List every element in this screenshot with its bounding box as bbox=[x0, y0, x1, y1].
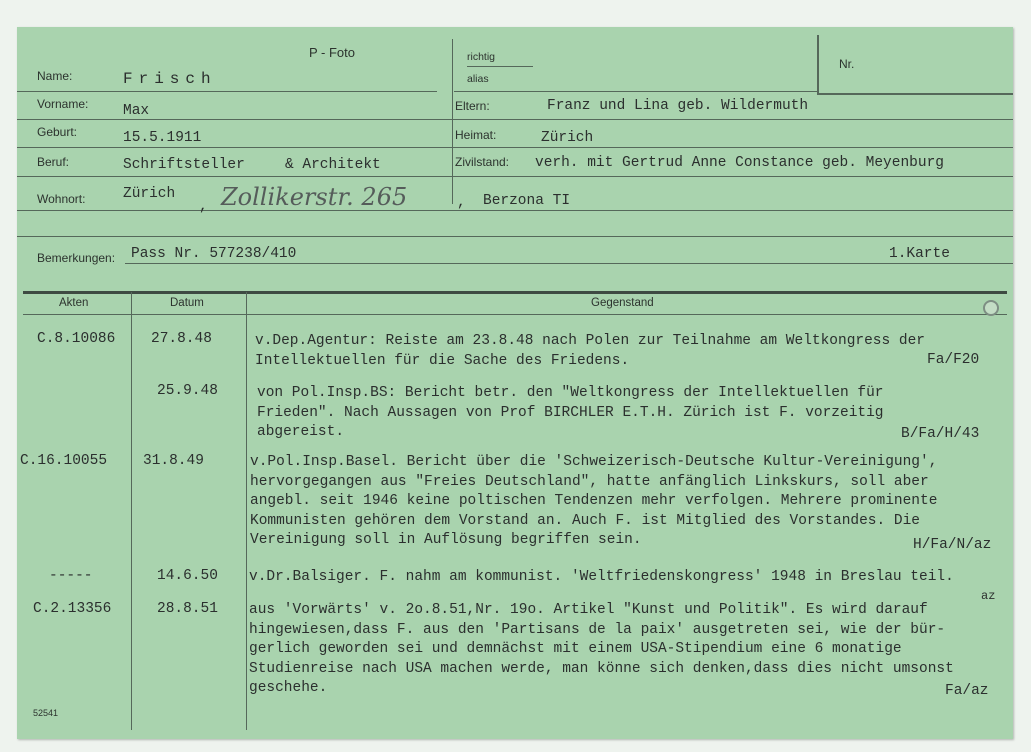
row-text: v.Pol.Insp.Basel. Bericht über die 'Schweizerisch-Deutsche Kultur-Vereinigung', hervorgegangen aus "Freies Deutschland", hatte anfänglich Linkskurs, soll aber angebl. seit 1946 keine poltischen Tendenzen mehr verfolgen. Mehrere prominente Kommunisten gehören dem Vorstand an. Auch F. ist Mitglied des Vorstandes. Die Vereinigung soll in Auflösung begriffen sein. bbox=[250, 454, 938, 548]
row-text: von Pol.Insp.BS: Bericht betr. den "Weltkongress der Intellektuellen für Frieden". Nach Aussagen von Prof BIRCHLER E.T.H. Zürich ist F. vorzeitig abgereist. bbox=[257, 385, 884, 440]
richtig-label: richtig bbox=[467, 51, 496, 63]
row-line-alias bbox=[454, 91, 817, 92]
row-akten: C.2.13356 bbox=[33, 601, 112, 617]
name-value: Frisch bbox=[123, 70, 217, 88]
row-ref: Fa/F20 bbox=[927, 352, 980, 368]
row-line-geburt bbox=[17, 147, 1013, 148]
richtig-divider bbox=[452, 39, 453, 204]
heimat-label: Heimat: bbox=[455, 128, 497, 142]
row-text: v.Dr.Balsiger. F. nahm am kommunist. 'Weltfriedenskongress' 1948 in Breslau teil. bbox=[249, 569, 954, 585]
row-line-vorname bbox=[17, 119, 1013, 120]
header-gegenstand: Gegenstand bbox=[591, 297, 654, 309]
header-datum: Datum bbox=[170, 297, 204, 309]
row-line-bemerkungen bbox=[125, 263, 1013, 264]
row-line-beruf bbox=[17, 176, 1013, 177]
row-text: aus 'Vorwärts' v. 2o.8.51,Nr. 19o. Artikel "Kunst und Politik". Es wird darauf hingewiesen,dass F. aus den 'Partisans de la paix' ausgetreten sei, wie der bür- gerlich geworden sei und demnächst mit einem USA-Stipendium eine 6 monatige Studienreise nach USA machen werde, man könne sich denken,dass dies nicht umsonst geschehe. bbox=[249, 602, 954, 696]
geburt-value: 15.5.1911 bbox=[123, 130, 202, 146]
beruf-value-2: & Architekt bbox=[285, 157, 381, 173]
eltern-label: Eltern: bbox=[455, 99, 490, 113]
row-line-wohnort bbox=[17, 210, 1013, 211]
row-datum: 28.8.51 bbox=[157, 601, 218, 617]
table-header-line bbox=[23, 314, 1007, 315]
wohnort-value-2: Berzona TI bbox=[483, 193, 571, 209]
row-line-name bbox=[17, 91, 437, 92]
bemerkungen-label: Bemerkungen: bbox=[37, 251, 116, 265]
wohnort-handwritten: Zollikerstr. 265 bbox=[221, 183, 408, 211]
nr-label: Nr. bbox=[839, 57, 855, 71]
foto-label: P - Foto bbox=[309, 45, 356, 60]
bemerkungen-value: Pass Nr. 577238/410 bbox=[131, 246, 297, 262]
karte-number: 1.Karte bbox=[889, 246, 950, 262]
row-datum: 31.8.49 bbox=[143, 453, 204, 469]
row-akten: C.8.10086 bbox=[37, 331, 116, 347]
row-ref: B/Fa/H/43 bbox=[901, 426, 980, 442]
header-akten: Akten bbox=[59, 297, 89, 309]
row-text: v.Dep.Agentur: Reiste am 23.8.48 nach Polen zur Teilnahme am Weltkongress der Intellektuellen für die Sache des Friedens. bbox=[255, 333, 926, 369]
zivilstand-label: Zivilstand: bbox=[455, 155, 510, 169]
table-top-line bbox=[23, 291, 1007, 294]
wohnort-label: Wohnort: bbox=[37, 192, 86, 206]
row-datum: 27.8.48 bbox=[151, 331, 212, 347]
nr-box-left bbox=[817, 35, 819, 95]
vorname-label: Vorname: bbox=[37, 97, 89, 111]
eltern-value: Franz und Lina geb. Wildermuth bbox=[547, 98, 809, 114]
row-ref: az bbox=[981, 589, 996, 603]
beruf-value: Schriftsteller bbox=[123, 157, 245, 173]
row-akten: ----- bbox=[49, 568, 93, 584]
nr-box-bottom bbox=[817, 93, 1013, 95]
row-datum: 14.6.50 bbox=[157, 568, 218, 584]
beruf-label: Beruf: bbox=[37, 155, 70, 169]
name-label: Name: bbox=[37, 69, 73, 83]
wohnort-comma-1: , bbox=[199, 199, 208, 215]
row-ref: H/Fa/N/az bbox=[913, 537, 992, 553]
col-divider-2 bbox=[246, 292, 247, 730]
row-line-blank bbox=[17, 236, 1013, 237]
row-datum: 25.9.48 bbox=[157, 383, 218, 399]
punch-hole-icon bbox=[983, 300, 999, 316]
vorname-value: Max bbox=[123, 103, 150, 119]
wohnort-value: Zürich bbox=[123, 186, 176, 202]
geburt-label: Geburt: bbox=[37, 125, 78, 139]
heimat-value: Zürich bbox=[541, 130, 594, 146]
row-ref: Fa/az bbox=[945, 683, 989, 699]
richtig-underline bbox=[467, 66, 533, 67]
row-akten: C.16.10055 bbox=[20, 453, 108, 469]
wohnort-comma-2: , bbox=[457, 195, 466, 211]
index-card bbox=[17, 27, 1013, 739]
alias-label: alias bbox=[467, 73, 489, 85]
form-number: 52541 bbox=[33, 708, 59, 718]
zivilstand-value: verh. mit Gertrud Anne Constance geb. Meyenburg bbox=[535, 155, 944, 171]
col-divider-1 bbox=[131, 292, 132, 730]
